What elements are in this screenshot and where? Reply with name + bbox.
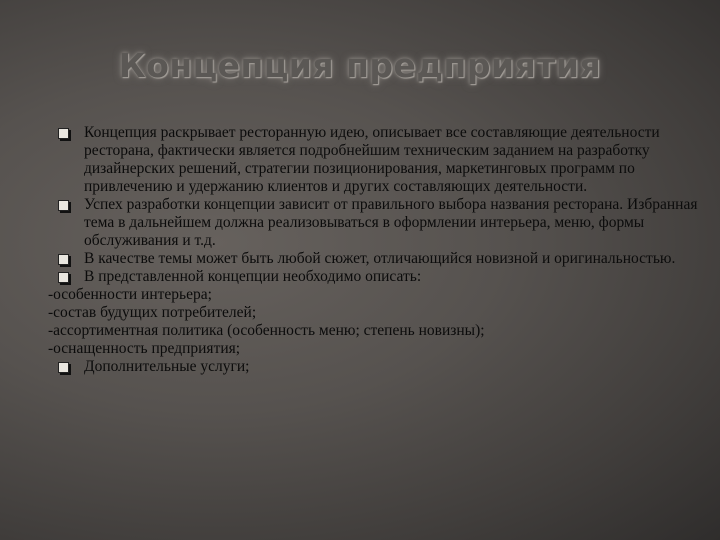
bullet-text: Концепция раскрывает ресторанную идею, описывает все составляющие деятельности ресторана, фактически является подробнейшим техническим заданием на разработку дизайнерских решений, стратегии позиционирования, маркетинговых программ по привлечению и удержанию клиентов и других составляющих деятельности.: [84, 124, 660, 195]
slide-title: Концепция предприятия: [118, 46, 602, 85]
checkbox-bullet-icon: [58, 254, 69, 265]
bullet-text: Успех разработки концепции зависит от правильного выбора названия ресторана. Избранная тема в дальнейшем должна реализовываться в оформлении интерьера, меню, формы обслуживания и т.д.: [84, 196, 698, 249]
bullet-text: Дополнительные услуги;: [84, 358, 250, 375]
dash-item-equipment: -оснащенность предприятия;: [48, 340, 241, 357]
bullet-item-naming-success: [48, 196, 698, 250]
dash-item-consumers: -состав будущих потребителей;: [48, 304, 257, 321]
checkbox-bullet-icon: [58, 362, 69, 373]
bullet-item-theme: [48, 250, 698, 268]
bullet-item-extra-services: [48, 358, 698, 376]
checkbox-bullet-icon: [58, 272, 69, 283]
dash-item-assortment: -ассортиментная политика (особенность меню; степень новизны);: [48, 322, 485, 339]
bullet-item-describe: [48, 268, 698, 286]
dash-item-interior: -особенности интерьера;: [48, 286, 212, 303]
checkbox-bullet-icon: [58, 200, 69, 211]
checkbox-bullet-icon: [58, 128, 69, 139]
bullet-text: В качестве темы может быть любой сюжет, отличающийся новизной и оригинальностью.: [84, 250, 676, 267]
slide-body: [48, 124, 698, 376]
bullet-item-concept-description: [48, 124, 698, 196]
bullet-text: В представленной концепции необходимо описать:: [84, 268, 422, 285]
